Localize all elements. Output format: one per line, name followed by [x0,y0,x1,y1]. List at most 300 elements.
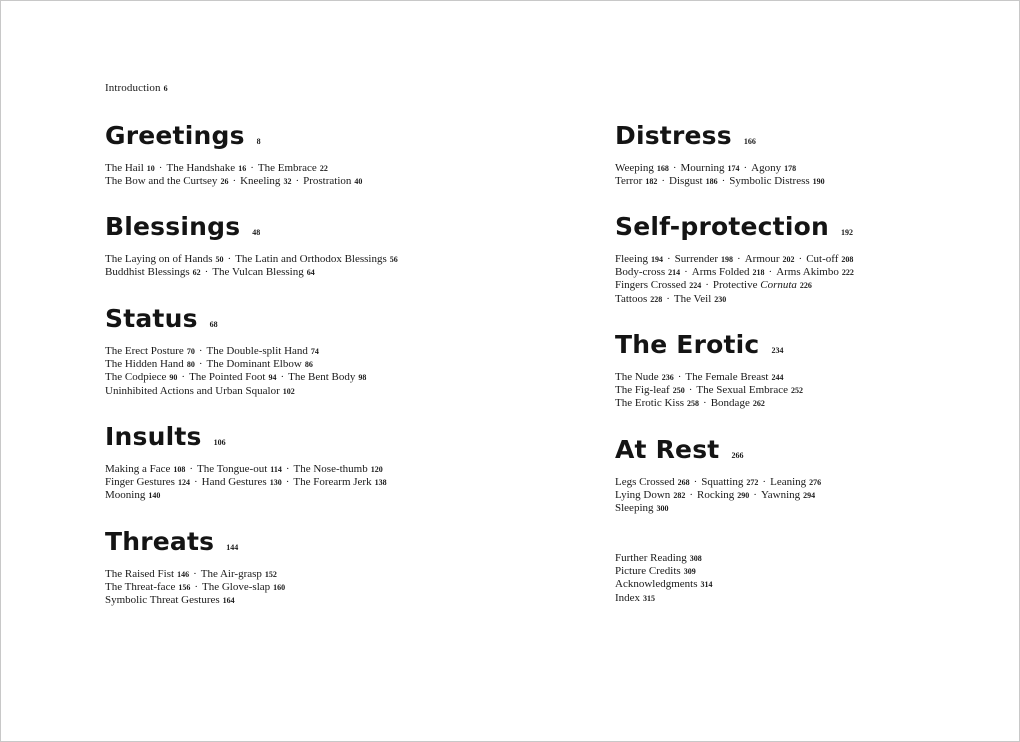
entry-title: Further Reading [615,552,687,564]
toc-entry[interactable] [202,476,282,488]
section-entries [105,162,505,188]
toc-entry[interactable] [235,253,398,265]
entry-title: The Laying on of Hands [105,253,213,265]
entry-page-number: 64 [306,268,315,278]
entry-page-number: 244 [771,373,784,382]
toc-entry[interactable] [105,581,190,593]
toc-entry[interactable] [615,489,685,501]
toc-entry[interactable] [615,371,674,383]
entry-title: Armour [744,253,780,265]
entry-title: Squatting [701,476,744,488]
entry-separator: · [667,253,671,265]
entry-line [615,253,995,266]
entry-title: The Handshake [166,162,236,174]
toc-entry[interactable] [713,279,812,291]
entry-page-number: 164 [222,596,235,606]
toc-entry[interactable] [615,162,669,174]
entry-line [615,489,995,502]
toc-entry[interactable] [105,568,189,580]
section-entries [615,253,995,306]
entry-page-number: 276 [809,478,822,487]
entry-title: The Raised Fist [105,568,175,580]
entry-page-number: 198 [721,255,734,264]
entry-title: Kneeling [240,175,281,188]
entry-page-number: 10 [146,164,155,173]
entry-title: Body-cross [615,266,666,279]
entry-title: Mooning [105,489,146,502]
section-title: Insults [105,422,202,451]
toc-entry-introduction[interactable] [105,82,168,94]
entry-line [105,162,505,175]
entry-page-number: 70 [186,347,195,356]
entry-title: The Pointed Foot [189,371,266,384]
entry-title: Picture Credits [615,565,681,578]
entry-separator: · [693,476,698,488]
section-title: Self-protection [615,212,829,241]
entry-page-number: 314 [700,580,713,590]
section-title: Status [105,304,198,333]
entry-page-number: 80 [186,360,195,370]
entry-page-number: 138 [374,478,387,488]
entry-page-number: 22 [319,164,328,173]
entry-line [615,502,995,515]
toc-entry[interactable] [729,175,824,187]
entry-title: Bondage [710,397,750,410]
toc-entry[interactable] [105,371,177,383]
toc-entry[interactable] [294,463,383,475]
entry-title: The Nose-thumb [293,463,368,475]
entry-page-number: 214 [668,268,681,278]
entry-line [105,489,505,502]
entry-title: The Air-grasp [200,568,262,580]
entry-title: Symbolic Threat Gestures [105,594,220,607]
entry-page-number: 208 [841,255,854,264]
entry-line [615,293,995,306]
entry-separator: · [798,253,803,265]
entry-page-number: 194 [651,255,663,264]
section-title: At Rest [615,435,720,464]
toc-entry[interactable] [201,568,277,580]
entry-separator: · [721,175,726,188]
entry-page-number: 120 [370,465,383,474]
entry-page-number: 236 [661,373,674,382]
section-entries [615,476,995,516]
toc-entry[interactable] [288,371,366,383]
toc-entry[interactable] [701,476,758,488]
section-page-number: 266 [731,451,744,460]
entry-title: The Dominant Elbow [206,358,302,371]
toc-entry[interactable] [105,476,190,488]
entry-title: Mourning [680,162,725,174]
entry-page-number: 262 [752,399,765,409]
entry-line [615,279,995,292]
toc-entry[interactable] [166,162,246,174]
toc-section-self-protection [615,212,995,306]
entry-page-number: 252 [791,386,803,396]
entry-title: Uninhibited Actions and Urban Squalor [105,384,280,397]
entry-title: Protective [712,279,758,292]
entry-page-number: 226 [799,281,812,291]
entry-line [105,371,505,384]
toc-entry[interactable] [696,384,803,396]
entry-separator: · [768,266,773,279]
section-title: Greetings [105,121,245,150]
entry-title: The Hail [105,162,144,174]
entry-page-number: 62 [192,268,201,278]
toc-entry[interactable] [615,502,669,514]
entry-title: Surrender [674,253,719,265]
entry-line [615,476,995,489]
entry-page-number: 114 [270,465,282,474]
entry-title: Terror [615,175,643,188]
entry-page-number: 26 [220,177,229,187]
entry-separator: · [666,292,670,305]
entry-title: Tattoos [615,292,648,305]
entry-separator: · [684,266,688,279]
entry-page-number: 40 [354,177,363,187]
entry-title: The Bow and the Curtsey [105,175,218,188]
entry-page-number: 258 [687,399,700,409]
entry-page-number: 294 [803,491,816,501]
entry-title: The Female Breast [685,371,769,383]
entry-page-number: 228 [650,294,663,304]
toc-section-the-erotic [615,330,995,411]
toc-entry[interactable] [711,397,765,409]
toc-entry[interactable] [685,371,783,383]
entry-separator: · [672,162,677,174]
entry-title: The Embrace [257,162,317,174]
section-page-number: 234 [771,346,784,355]
entry-title: Arms Folded [691,266,750,279]
entry-page-number: 74 [310,347,319,356]
toc-entry[interactable] [674,293,726,305]
entry-line [615,266,995,279]
entry-separator: · [250,162,254,174]
entry-separator: · [295,175,300,188]
entry-title: Fingers Crossed [615,279,687,292]
entry-title: Symbolic Distress [729,175,810,188]
entry-title: Sleeping [615,502,654,515]
entry-line [615,384,995,397]
toc-entry[interactable] [212,266,314,278]
toc-entry[interactable] [206,345,318,357]
entry-page-number: 124 [177,478,190,488]
entry-line [105,266,505,279]
section-heading[interactable] [105,121,505,153]
toc-entry[interactable] [615,266,680,278]
entry-page-number: 50 [215,255,224,264]
entry-separator: · [688,384,693,397]
toc-entry[interactable] [105,253,224,265]
section-title: Distress [615,121,732,150]
entry-separator: · [189,463,194,475]
section-entries [615,371,995,411]
toc-entry[interactable] [105,162,155,174]
entry-separator: · [280,371,285,384]
entry-title: The Bent Body [288,371,356,384]
entry-page-number: 182 [645,177,658,187]
entry-line [615,371,995,384]
section-title: Threats [105,527,215,556]
toc-entry[interactable] [105,345,195,357]
toc-section-threats [105,527,505,608]
toc-entry[interactable] [745,253,795,265]
toc-entry[interactable] [751,162,796,174]
toc-entry[interactable] [669,175,718,187]
entry-separator: · [227,253,232,265]
toc-section-blessings [105,212,505,279]
toc-entry[interactable] [615,175,657,187]
entry-separator: · [703,397,707,410]
toc-entry-back-matter[interactable] [615,592,712,605]
entry-separator: · [194,581,199,594]
toc-entry[interactable] [675,253,733,265]
entry-line [105,476,505,489]
entry-separator: · [198,345,203,357]
entry-line [105,253,505,266]
entry-separator: · [193,568,197,580]
entry-title: Leaning [770,476,807,488]
section-page-number: 106 [213,438,226,447]
entry-page-number: 156 [178,583,191,593]
entry-page-number: 102 [282,386,295,396]
toc-entry[interactable] [197,463,282,475]
entry-title: The Sexual Embrace [696,384,788,397]
entry-line [105,463,505,476]
toc-entry[interactable] [303,175,362,187]
toc-section-at-rest [615,435,995,516]
entry-title: Finger Gestures [105,476,175,489]
entry-page-number: 6 [163,84,168,93]
toc-section-insults [105,422,505,503]
toc-entry[interactable] [240,175,291,187]
section-heading[interactable] [105,304,505,336]
entry-title: Buddhist Blessings [105,266,190,279]
entry-page-number: 272 [746,478,759,487]
entry-title: The Fig-leaf [615,384,670,397]
entry-line [105,358,505,371]
entry-title: Lying Down [615,489,671,502]
section-page-number: 68 [209,320,218,329]
entry-title: Making a Face [105,463,171,475]
entry-title: Yawning [760,489,801,502]
toc-entry[interactable] [202,581,285,593]
toc-entry[interactable] [615,384,685,396]
toc-entry[interactable] [105,358,195,370]
entry-page-number: 56 [389,255,398,264]
entry-line [615,397,995,410]
toc-entry[interactable] [615,279,701,291]
toc-entry[interactable] [105,266,201,278]
entry-line [105,175,505,188]
toc-entry[interactable] [206,358,312,370]
entry-title: The Glove-slap [202,581,271,594]
entry-line [105,594,505,607]
section-heading[interactable] [105,422,505,454]
toc-entry[interactable] [776,266,854,278]
entry-separator: · [181,371,186,384]
entry-page-number: 98 [358,373,367,383]
entry-separator: · [677,371,682,383]
entry-title: The Veil [673,292,712,305]
entry-page-number: 140 [148,491,161,501]
entry-title: The Threat-face [105,581,176,594]
entry-page-number: 160 [273,583,286,593]
entry-separator: · [689,489,693,502]
entry-page-number: 94 [268,373,277,383]
section-page-number: 48 [252,228,261,237]
entry-page-number: 108 [173,465,186,474]
entry-title: Acknowledgments [615,578,698,591]
entry-line [105,345,505,358]
section-heading[interactable] [105,527,505,559]
section-entries [105,253,505,279]
entry-separator: · [753,489,757,502]
back-matter-list [615,552,712,605]
entry-page-number: 152 [264,570,277,579]
entry-title: Arms Akimbo [776,266,839,279]
entry-page-number: 224 [689,281,702,291]
entry-title: The Hidden Hand [105,358,184,371]
entry-title: Cut-off [806,253,839,265]
toc-entry[interactable] [615,397,699,409]
entry-title: Agony [751,162,782,174]
section-entries [105,463,505,503]
entry-line [615,175,995,188]
entry-title: The Double-split Hand [206,345,308,357]
toc-entry[interactable] [615,253,663,265]
entry-line [615,162,995,175]
entry-page-number: 32 [283,177,292,187]
entry-title: Index [615,591,641,604]
entry-title: The Nude [615,371,659,383]
toc-entry[interactable] [105,489,160,501]
entry-separator: · [193,476,198,489]
entry-page-number: 186 [705,177,718,187]
entry-page-number: 309 [683,567,696,577]
entry-separator: · [158,162,163,174]
entry-page-number: 282 [673,491,686,501]
entry-separator: · [762,476,767,488]
entry-title: Disgust [669,175,703,188]
toc-entry[interactable] [681,162,740,174]
entry-separator: · [743,162,748,174]
entry-separator: · [285,463,290,475]
section-heading[interactable] [615,435,995,467]
section-heading[interactable] [615,212,995,244]
toc-entry[interactable] [293,476,386,488]
entry-page-number: 218 [752,268,765,278]
entry-line [105,568,505,581]
entry-title: The Latin and Orthodox Blessings [235,253,387,265]
entry-page-number: 315 [643,593,656,603]
entry-separator: · [204,266,209,279]
section-page-number: 8 [256,137,261,146]
section-page-number: 144 [226,543,239,552]
entry-title-italic: Cornuta [760,279,797,292]
entry-page-number: 90 [169,373,178,383]
entry-page-number: 222 [841,268,854,278]
entry-separator: · [661,175,665,188]
section-title: Blessings [105,212,241,241]
toc-entry[interactable] [692,266,765,278]
entry-title: The Erect Posture [105,345,184,357]
section-heading[interactable] [615,121,995,153]
section-page-number: 166 [743,137,756,146]
entry-title: The Codpiece [105,371,167,384]
entry-page-number: 146 [177,570,190,579]
entry-page-number: 308 [689,554,702,563]
toc-entry[interactable] [806,253,853,265]
entry-title: Prostration [303,175,352,188]
toc-entry[interactable] [189,371,276,383]
entry-page-number: 86 [304,360,313,370]
entry-title: Fleeing [615,253,648,265]
section-heading[interactable] [615,330,995,362]
entry-separator: · [705,279,709,292]
entry-page-number: 16 [238,164,247,173]
entry-page-number: 178 [784,164,797,173]
entry-title: The Tongue-out [197,463,268,475]
entry-page-number: 230 [714,294,727,304]
entry-title: Legs Crossed [615,476,675,488]
entry-page-number: 268 [677,478,690,487]
toc-entry[interactable] [105,385,295,397]
toc-entry[interactable] [615,476,690,488]
entry-title: The Forearm Jerk [293,476,372,489]
toc-section-distress [615,121,995,188]
entry-separator: · [285,476,290,489]
section-entries [105,568,505,608]
entry-separator: · [232,175,237,188]
toc-entry[interactable] [258,162,328,174]
section-entries [615,162,995,188]
toc-entry[interactable] [770,476,821,488]
toc-entry-back-matter[interactable] [615,578,712,591]
entry-page-number: 168 [656,164,669,173]
entry-page-number: 300 [656,504,669,514]
toc-entry[interactable] [697,489,749,501]
entry-page-number: 130 [269,478,282,488]
toc-entry[interactable] [761,489,815,501]
toc-section-greetings [105,121,505,188]
entry-page-number: 250 [672,386,685,396]
section-entries [105,345,505,398]
entry-separator: · [737,253,741,265]
entry-separator: · [198,358,203,371]
toc-section-status [105,304,505,398]
entry-title: Rocking [696,489,735,502]
section-title: The Erotic [615,330,760,359]
toc-entry[interactable] [105,594,235,606]
entry-page-number: 202 [782,255,795,264]
entry-title: Weeping [615,162,654,174]
entry-title: The Vulcan Blessing [212,266,304,279]
entry-line [105,385,505,398]
entry-title: Hand Gestures [201,476,267,489]
toc-entry[interactable] [105,175,228,187]
entry-line [105,581,505,594]
toc-entry-back-matter[interactable] [615,552,712,565]
section-heading[interactable] [105,212,505,244]
toc-entry-back-matter[interactable] [615,565,712,578]
entry-title: The Erotic Kiss [615,397,685,410]
entry-page-number: 174 [727,164,740,173]
toc-entry[interactable] [105,463,185,475]
entry-page-number: 190 [812,177,825,187]
toc-entry[interactable] [615,293,662,305]
entry-title: Introduction [105,82,161,94]
